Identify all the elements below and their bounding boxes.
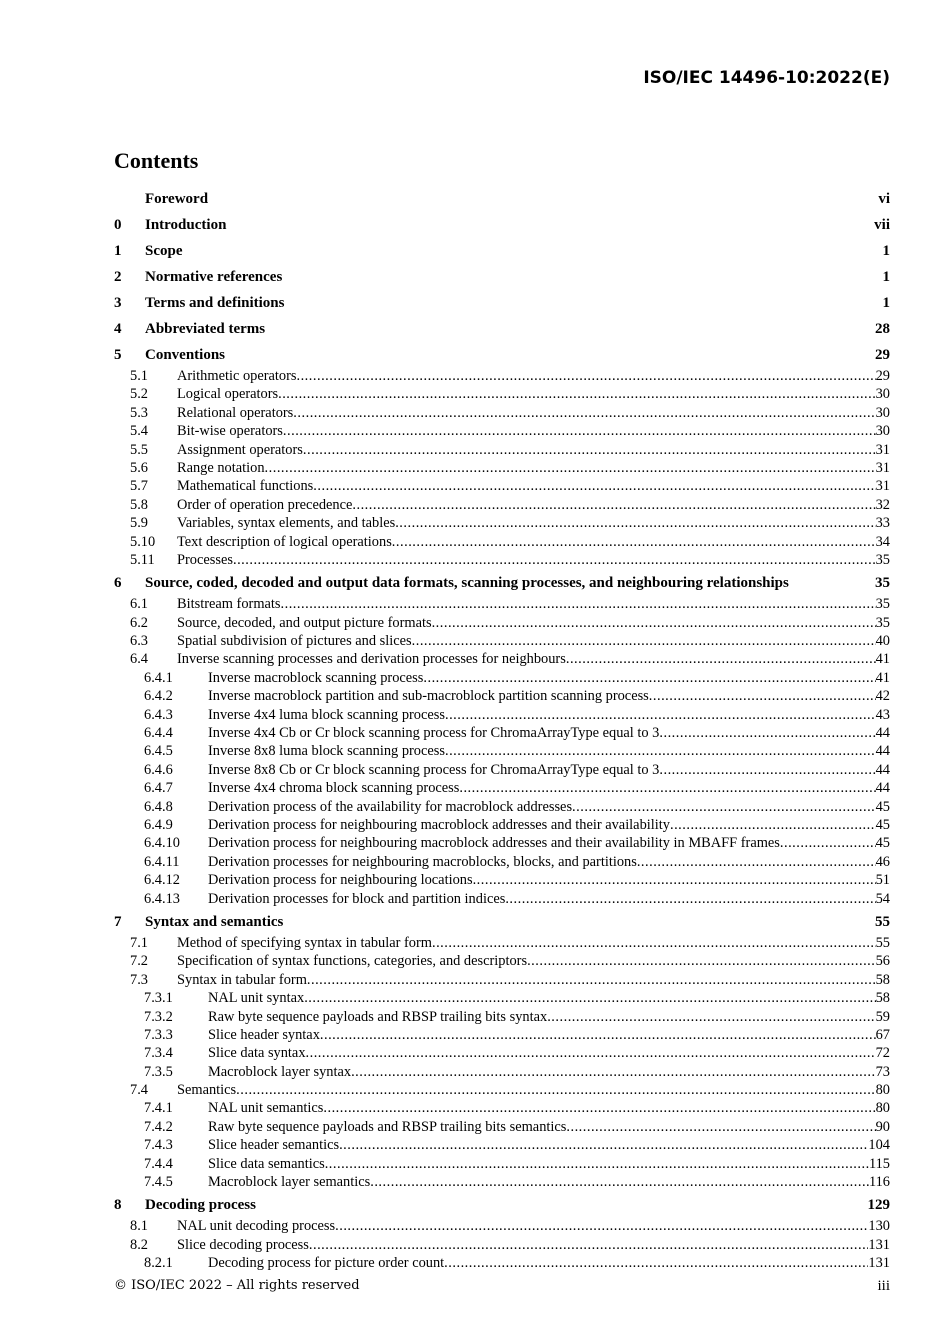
toc-entry-number: 8 [114,1197,122,1214]
toc-dot-leader [780,834,876,852]
toc-entry-page: 72 [875,1045,890,1062]
toc-dot-leader [566,650,876,668]
toc-entry-title: Slice data syntax [208,1045,306,1062]
toc-entry-number: 8.2.1 [144,1255,173,1272]
toc-entry-title: Inverse 8x8 Cb or Cr block scanning process for ChromaArrayType equal to 3 [208,761,660,778]
toc-entry-page: 44 [875,725,890,742]
toc-entry-title: Conventions [145,347,226,363]
toc-entry-page: 30 [875,423,890,440]
toc-entry-title: Foreword [145,191,209,207]
toc-dot-leader [473,871,876,889]
toc-entry-number: 6.2 [130,614,148,631]
toc-dot-leader [572,798,876,816]
toc-entry-title: Method of specifying syntax in tabular form [177,934,432,951]
toc-entry-page: 116 [868,1174,890,1191]
toc-entry-title: Slice decoding process [177,1236,309,1253]
toc-entry-title: Bitstream formats [177,596,281,613]
toc-entry-number: 6.4.2 [144,688,173,705]
toc-entry-number: 5 [114,347,122,363]
toc-dot-leader [432,614,876,632]
page-title: Contents [114,148,199,173]
toc-subclause-entry[interactable] [114,952,890,970]
toc-entry-number: 7.4.2 [144,1118,173,1135]
toc-clause-entry[interactable] [114,188,890,211]
toc-entry-number: 7.1 [130,934,148,951]
toc-entry-title: Decoding process [145,1197,256,1214]
toc-dot-leader [659,724,875,742]
toc-dot-leader [566,1118,875,1136]
toc-entry-title: Abbreviated terms [145,321,266,337]
toc-subclause-entry[interactable] [114,385,890,403]
toc-entry-title: Inverse 4x4 luma block scanning process [208,706,445,723]
toc-entry-number: 6.4.5 [144,743,173,760]
toc-entry-title: Raw byte sequence payloads and RBSP trailing bits syntax [208,1008,548,1025]
toc-entry-number: 6 [114,575,122,592]
toc-subclause-entry[interactable] [114,614,890,632]
toc-entry-number: 7.3.1 [144,990,173,1007]
toc-entry-page: 33 [875,515,890,532]
toc-entry-title: Scope [145,243,183,259]
toc-subclause-entry[interactable] [114,1026,890,1044]
toc-dot-leader [293,404,875,422]
toc-dot-leader [659,761,875,779]
toc-dot-leader [412,632,876,650]
toc-subclause-entry[interactable] [114,989,890,1007]
toc-entry-page: 80 [875,1082,890,1099]
toc-clause-entry[interactable] [114,214,890,237]
toc-entry-number: 7.3.2 [144,1008,173,1025]
toc-entry-title: Variables, syntax elements, and tables [177,515,396,532]
toc-entry-page: 51 [875,872,890,889]
toc-entry-title: NAL unit syntax [208,990,305,1007]
toc-dot-leader [351,1063,876,1081]
toc-subclause-entry[interactable] [114,632,890,650]
toc-dot-leader [236,1081,875,1099]
toc-entry-number: 7.2 [130,953,148,970]
toc-entry-number: 7.3 [130,971,148,988]
toc-dot-leader [670,816,876,834]
toc-entry-page: 44 [875,761,890,778]
toc-entry-title: Slice data semantics [208,1155,325,1172]
toc-entry-number: 6.4.6 [144,761,173,778]
toc-entry-title: Specification of syntax functions, categories, and descriptors [177,953,528,970]
toc-subclause-entry[interactable] [114,871,890,889]
toc-entry-page: 44 [875,743,890,760]
toc-dot-leader [265,459,876,477]
toc-subclause-entry[interactable] [114,459,890,477]
toc-entry-number: 5.9 [130,515,148,532]
toc-dot-leader [432,934,876,952]
toc-entry-title: Syntax and semantics [145,913,284,930]
toc-dot-leader [547,1008,875,1026]
toc-entry-title: Raw byte sequence payloads and RBSP trailing bits semantics [208,1118,567,1135]
toc-entry-page: 30 [875,386,890,403]
toc-entry-page: 30 [875,404,890,421]
toc-entry-title: Macroblock layer syntax [208,1063,352,1080]
toc-subclause-entry[interactable] [114,367,890,385]
toc-entry-number: 3 [114,295,122,311]
toc-dot-leader [283,422,876,440]
toc-dot-leader [320,1026,876,1044]
toc-dot-leader [278,385,876,403]
toc-entry-title: Normative references [145,269,283,285]
toc-subclause-entry[interactable] [114,706,890,724]
toc-entry-title: Inverse 4x4 chroma block scanning process [208,780,460,797]
toc-entry-page: vi [878,191,890,207]
toc-entry-title: Source, decoded, and output picture formats [177,614,432,631]
toc-subclause-entry[interactable] [114,1217,890,1235]
toc-subclause-entry[interactable] [114,477,890,495]
toc-dot-leader [281,595,876,613]
toc-entry-number: 1 [114,243,122,259]
toc-entry-page: 43 [875,706,890,723]
toc-dot-leader [325,1155,869,1173]
toc-subclause-entry[interactable] [114,1081,890,1099]
toc-dot-leader [445,706,876,724]
toc-entry-number: 5.5 [130,441,148,458]
toc-dot-leader [392,533,876,551]
toc-subclause-entry[interactable] [114,687,890,705]
toc-subclause-entry[interactable] [114,595,890,613]
toc-entry-page: 35 [875,575,890,592]
toc-entry-page: 40 [875,633,890,650]
toc-clause-entry[interactable] [114,344,890,367]
toc-entry-page: 131 [868,1255,890,1272]
toc-entry-number: 2 [114,269,122,285]
toc-clause-entry[interactable] [114,1194,890,1217]
toc-dot-leader [527,952,876,970]
toc-entry-number: 7.4.3 [144,1137,173,1154]
toc-entry-page: 58 [875,990,890,1007]
toc-entry-title: Derivation process for neighbouring locations [208,872,473,889]
toc-entry-page: 29 [875,347,890,363]
page-number: iii [877,1278,890,1294]
toc-dot-leader [306,1044,876,1062]
toc-subclause-entry[interactable] [114,514,890,532]
toc-subclause-entry[interactable] [114,669,890,687]
toc-entry-number: 6.3 [130,633,148,650]
toc-entry-title: Inverse scanning processes and derivation processes for neighbours [177,651,566,668]
toc-subclause-entry[interactable] [114,1063,890,1081]
toc-entry-page: 73 [875,1063,890,1080]
toc-subclause-entry[interactable] [114,934,890,952]
toc-entry-page: 35 [875,551,890,568]
toc-entry-page: 55 [875,934,890,951]
toc-entry-title: Mathematical functions [177,478,314,495]
toc-entry-number: 6.1 [130,596,148,613]
toc-entry-title: Inverse macroblock scanning process [208,669,424,686]
toc-subclause-entry[interactable] [114,1254,890,1272]
toc-entry-number: 6.4.9 [144,816,173,833]
toc-entry-number: 5.1 [130,368,148,384]
toc-entry-page: 67 [875,1026,890,1043]
toc-entry-page: 42 [875,688,890,705]
toc-subclause-entry[interactable] [114,551,890,569]
toc-dot-leader [303,441,876,459]
toc-entry-title: Spatial subdivision of pictures and slices [177,633,412,650]
toc-entry-page: 1 [882,243,890,259]
toc-entry-number: 6.4 [130,651,148,668]
toc-entry-number: 5.4 [130,423,148,440]
toc-entry-page: 56 [875,953,890,970]
toc-subclause-entry[interactable] [114,1236,890,1254]
toc-entry-title: Bit-wise operators [177,423,283,440]
toc-entry-page: 32 [875,496,890,513]
toc-entry-title: Range notation [177,459,265,476]
toc-entry-page: 31 [875,441,890,458]
toc-entry-page: 41 [875,669,890,686]
toc-entry-page: 46 [875,853,890,870]
toc-subclause-entry[interactable] [114,971,890,989]
toc-subclause-entry[interactable] [114,1136,890,1154]
toc-entry-title: Logical operators [177,386,279,403]
toc-entry-page: 90 [875,1118,890,1135]
toc-entry-number: 5.2 [130,386,148,403]
toc-subclause-entry[interactable] [114,1099,890,1117]
toc-entry-page: 1 [882,269,890,285]
toc-entry-title: Inverse 4x4 Cb or Cr block scanning process for ChromaArrayType equal to 3 [208,725,660,742]
toc-clause-entry[interactable] [114,572,890,595]
toc-entry-title: Macroblock layer semantics [208,1174,371,1191]
toc-entry-number: 5.8 [130,496,148,513]
toc-entry-page: 29 [875,368,890,384]
toc-entry-number: 5.7 [130,478,148,495]
toc-entry-page: 41 [875,651,890,668]
toc-entry-number: 8.2 [130,1236,148,1253]
toc-entry-number: 0 [114,217,122,233]
toc-dot-leader [307,971,876,989]
toc-subclause-entry[interactable] [114,890,890,908]
toc-entry-title: NAL unit decoding process [177,1218,336,1235]
toc-entry-number: 6.4.1 [144,669,173,686]
toc-subclause-entry[interactable] [114,1173,890,1191]
toc-entry-number: 4 [114,321,122,337]
toc-subclause-entry[interactable] [114,404,890,422]
toc-entry-number: 7.4 [130,1082,148,1099]
toc-entry-title: Slice header semantics [208,1137,340,1154]
toc-entry-number: 6.4.13 [144,890,180,907]
toc-entry-number: 5.11 [130,551,155,568]
toc-entry-page: 45 [875,835,890,852]
toc-entry-number: 7.4.5 [144,1174,173,1191]
toc-entry-number: 7 [114,913,122,930]
toc-entry-title: Semantics [177,1082,237,1099]
toc-dot-leader [313,477,875,495]
toc-subclause-entry[interactable] [114,834,890,852]
toc-dot-leader [649,687,876,705]
toc-entry-number: 6.4.7 [144,780,173,797]
toc-dot-leader [339,1136,868,1154]
toc-entry-title: NAL unit semantics [208,1100,324,1117]
toc-entry-number: 6.4.12 [144,872,180,889]
toc-entry-page: 104 [868,1137,890,1154]
toc-entry-page: vii [874,217,890,233]
toc-entry-number: 5.6 [130,459,148,476]
toc-subclause-entry[interactable] [114,422,890,440]
toc-dot-leader [323,1099,875,1117]
toc-dot-leader [459,779,875,797]
toc-dot-leader [296,367,875,385]
toc-entry-title: Decoding process for picture order count [208,1255,445,1272]
toc-entry-page: 31 [875,478,890,495]
toc-entry-title: Derivation processes for neighbouring macroblocks, blocks, and partitions [208,853,637,870]
toc-entry-page: 80 [875,1100,890,1117]
toc-entry-title: Introduction [145,217,227,233]
toc-subclause-entry[interactable] [114,496,890,514]
toc-entry-page: 28 [875,321,890,337]
toc-entry-number: 7.4.4 [144,1155,173,1172]
toc-clause-entry[interactable] [114,266,890,289]
toc-subclause-entry[interactable] [114,533,890,551]
toc-entry-page: 45 [875,798,890,815]
table-of-contents [114,188,890,1273]
toc-entry-number: 6.4.4 [144,725,173,742]
toc-entry-number: 7.4.1 [144,1100,173,1117]
toc-entry-number: 5.10 [130,533,156,550]
toc-entry-title: Arithmetic operators [177,368,297,384]
toc-dot-leader [423,669,875,687]
toc-entry-title: Derivation process of the availability for macroblock addresses [208,798,573,815]
toc-entry-page: 54 [875,890,890,907]
toc-entry-page: 59 [875,1008,890,1025]
toc-entry-number: 8.1 [130,1218,148,1235]
toc-entry-page: 129 [867,1197,890,1214]
toc-entry-title: Assignment operators [177,441,303,458]
toc-dot-leader [444,1254,868,1272]
toc-dot-leader [335,1217,868,1235]
toc-entry-number: 7.3.3 [144,1026,173,1043]
toc-subclause-entry[interactable] [114,441,890,459]
toc-entry-page: 34 [875,533,890,550]
toc-subclause-entry[interactable] [114,742,890,760]
toc-entry-number: 6.4.8 [144,798,173,815]
toc-entry-title: Order of operation precedence [177,496,353,513]
toc-dot-leader [352,496,875,514]
toc-entry-title: Text description of logical operations [177,533,392,550]
toc-clause-entry[interactable] [114,240,890,263]
toc-dot-leader [370,1173,869,1191]
toc-subclause-entry[interactable] [114,761,890,779]
toc-entry-number: 6.4.3 [144,706,173,723]
toc-entry-title: Slice header syntax [208,1026,320,1043]
toc-dot-leader [505,890,875,908]
toc-clause-entry[interactable] [114,911,890,934]
toc-subclause-entry[interactable] [114,798,890,816]
toc-subclause-entry[interactable] [114,1044,890,1062]
toc-entry-page: 58 [875,971,890,988]
toc-subclause-entry[interactable] [114,650,890,668]
toc-entry-title: Inverse macroblock partition and sub-macroblock partition scanning process [208,688,649,705]
toc-dot-leader [637,853,876,871]
toc-entry-page: 31 [875,459,890,476]
toc-dot-leader [233,551,876,569]
toc-entry-number: 6.4.11 [144,853,180,870]
toc-entry-title: Syntax in tabular form [177,971,307,988]
copyright-footer: © ISO/IEC 2022 – All rights reserved [114,1278,360,1293]
document-id-header: ISO/IEC 14496-10:2022(E) [643,68,890,88]
toc-clause-entry[interactable] [114,318,890,341]
toc-entry-title: Inverse 8x8 luma block scanning process [208,743,445,760]
toc-entry-page: 131 [868,1236,890,1253]
toc-subclause-entry[interactable] [114,816,890,834]
toc-entry-page: 130 [868,1218,890,1235]
toc-entry-title: Relational operators [177,404,294,421]
toc-entry-page: 1 [882,295,890,311]
toc-entry-title: Terms and definitions [145,295,285,311]
toc-subclause-entry[interactable] [114,779,890,797]
toc-entry-page: 45 [875,816,890,833]
toc-entry-page: 55 [875,913,890,930]
toc-entry-number: 6.4.10 [144,835,180,852]
toc-subclause-entry[interactable] [114,853,890,871]
toc-dot-leader [395,514,875,532]
toc-entry-number: 7.3.4 [144,1045,173,1062]
toc-entry-page: 35 [875,596,890,613]
toc-subclause-entry[interactable] [114,724,890,742]
toc-entry-title: Derivation processes for block and partition indices [208,890,506,907]
toc-entry-title: Source, coded, decoded and output data formats, scanning processes, and neighbouring relationships [145,575,789,592]
toc-subclause-entry[interactable] [114,1118,890,1136]
toc-dot-leader [445,742,876,760]
toc-dot-leader [304,989,875,1007]
toc-entry-page: 115 [868,1155,890,1172]
toc-entry-title: Derivation process for neighbouring macroblock addresses and their availability [208,816,670,833]
toc-entry-number: 5.3 [130,404,148,421]
toc-subclause-entry[interactable] [114,1008,890,1026]
toc-dot-leader [309,1236,869,1254]
toc-entry-page: 44 [875,780,890,797]
toc-subclause-entry[interactable] [114,1155,890,1173]
toc-entry-page: 35 [875,614,890,631]
toc-entry-title: Processes [177,551,233,568]
toc-clause-entry[interactable] [114,292,890,315]
toc-entry-number: 7.3.5 [144,1063,173,1080]
toc-entry-title: Derivation process for neighbouring macroblock addresses and their availability in MBAFF frames [208,835,780,852]
